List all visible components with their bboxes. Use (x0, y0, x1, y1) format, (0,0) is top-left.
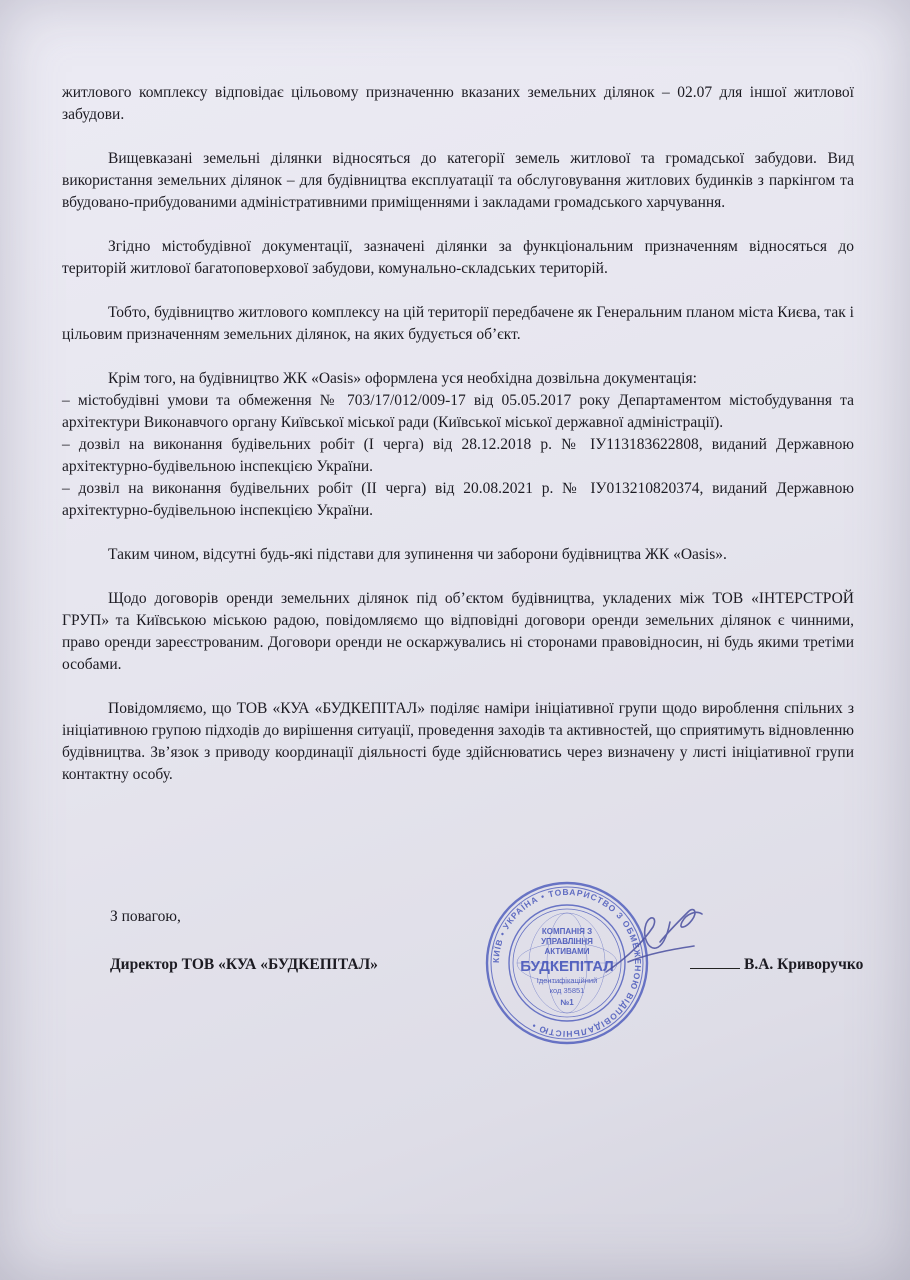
permits-intro: Крім того, на будівництво ЖК «Oasis» оформлена уся необхідна дозвільна документація: (108, 370, 697, 387)
handwritten-signature (598, 902, 708, 982)
permit-item: – дозвіл на виконання будівельних робіт (ІІ черга) від 20.08.2021 р. № ІУ013210820374, виданий Державною архітектурно-будівельною інспекцією України. (62, 480, 854, 519)
stamp-line: УПРАВЛІННЯ (541, 937, 593, 946)
stamp-line: код 35851 (549, 986, 585, 995)
stamp-line: КОМПАНІЯ З (541, 927, 593, 936)
paragraph-conclusion: Таким чином, відсутні будь-які підстави для зупинення чи заборони будівництва ЖК «Oasis». (108, 546, 727, 563)
paragraph-lease: Щодо договорів оренди земельних ділянок під об’єктом будівництва, укладених між ТОВ «ІНТЕРСТРОЙ ГРУП» та Київською міською радою, повідомляємо що відповідні договори оренди земельних ділянок є чинними, право оренди зареєстрованим. Договори оренди не оскаржувались ні сторонами правовідносин, ні будь якими третіми особами. (62, 590, 854, 673)
stamp-ring-text: КИЇВ • УКРАЇНА • ТОВАРИСТВО З ОБМЕЖЕНОЮ ВІДПОВІДАЛЬНІСТЮ • (490, 886, 644, 1040)
permits-list (62, 368, 854, 522)
paragraph-continuation: житлового комплексу відповідає цільовому призначенню вказаних земельних ділянок – 02.07 для іншої житлової забудови. (62, 84, 854, 123)
permit-item: – дозвіл на виконання будівельних робіт (І черга) від 28.12.2018 р. № ІУ113183622808, виданий Державною архітектурно-будівельною інспекцією України. (62, 436, 854, 475)
letter-body (62, 82, 854, 808)
closing-salutation: З повагою, (110, 908, 181, 925)
signatory-position: Директор ТОВ «КУА «БУДКЕПІТАЛ» (110, 956, 378, 973)
stamp-line: Ідентифікаційний (536, 976, 598, 985)
stamp-company-name: БУДКЕПІТАЛ (520, 958, 614, 975)
paragraph-general-plan: Тобто, будівництво житлового комплексу на цій території передбачене як Генеральним планом міста Києва, так і цільовим призначенням земельних ділянок, на яких будується об’єкт. (62, 304, 854, 343)
stamp-line: АКТИВАМИ (544, 947, 590, 956)
stamp-line: №1 (560, 998, 574, 1007)
permit-item: – містобудівні умови та обмеження № 703/17/012/009-17 від 05.05.2017 року Департаментом містобудування та архітектури Виконавчого органу Київської міської ради (Київської міської державної адміністрації). (62, 392, 854, 431)
paragraph-cooperation: Повідомляємо, що ТОВ «КУА «БУДКЕПІТАЛ» поділяє наміри ініціативної групи щодо вироблення спільних з ініціативною групою підходів до вирішення ситуації, проведення заходів та активностей, що сприятимуть відновленню будівництва. Зв’язок з приводу координації діяльності буде здійснюватись через визначену у листі ініціативної групи контактну особу. (62, 700, 854, 783)
paragraph-land-category: Вищевказані земельні ділянки відносяться до категорії земель житлової та громадської забудови. Вид використання земельних ділянок – для будівництва експлуатації та обслуговування житлових будинків з паркінгом та вбудовано-прибудованими адміністративними приміщеннями і закладами громадського харчування. (62, 150, 854, 211)
signatory-name: В.А. Криворучко (744, 956, 864, 973)
signature-line (110, 956, 864, 974)
paragraph-urban-docs: Згідно містобудівної документації, зазначені ділянки за функціональним призначенням відносяться до територій житлової багатоповерхової забудови, комунально-складських територій. (62, 238, 854, 277)
